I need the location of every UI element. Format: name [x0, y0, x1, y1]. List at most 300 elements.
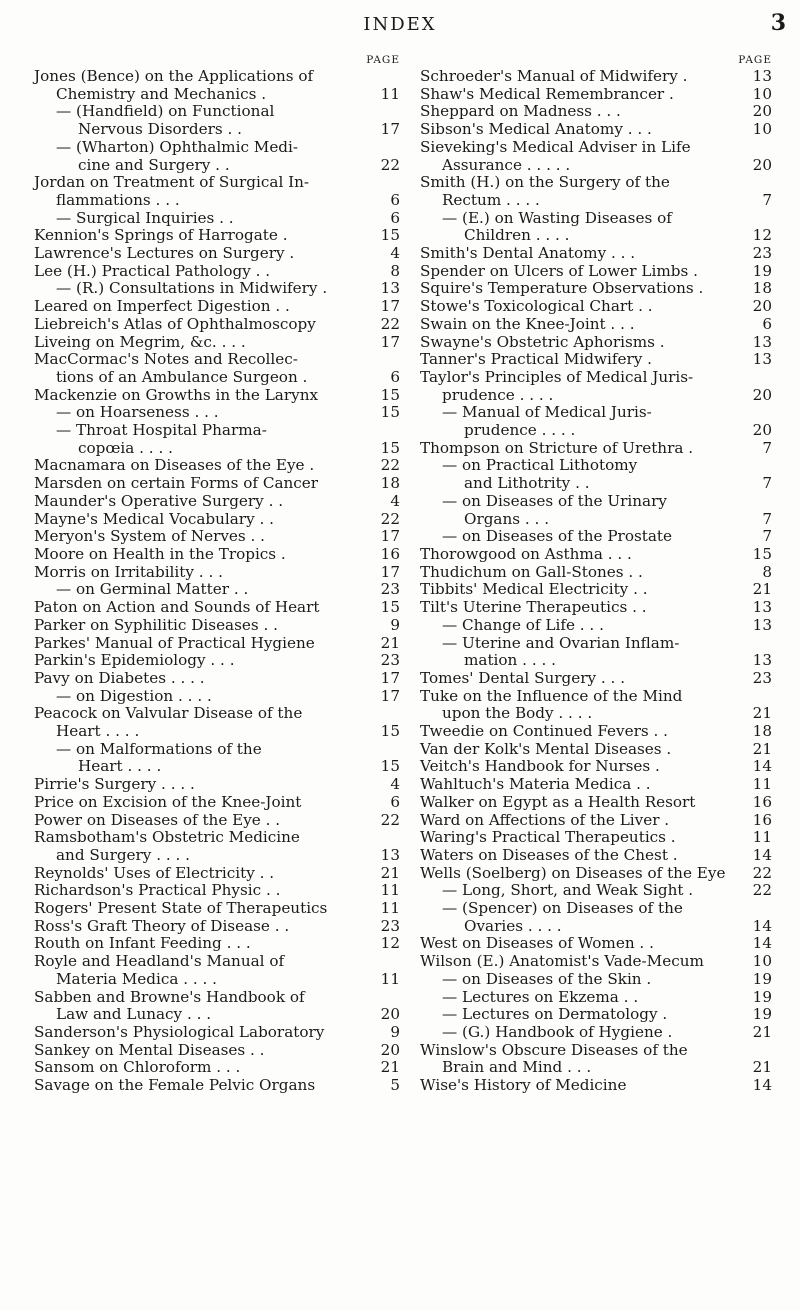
entry-page-number: 17 [380, 332, 400, 351]
entry-title-continued: Materia Medica . . . . [56, 969, 217, 988]
index-entry [34, 422, 400, 457]
index-entry [34, 1077, 400, 1095]
entry-title: Jones (Bence) on the Applications of [34, 67, 314, 85]
entry-title-continued: and Lithotrity . . [464, 474, 590, 493]
entry-page-number: 11 [380, 881, 400, 900]
index-entry [34, 1059, 400, 1077]
index-entry [420, 493, 772, 528]
index-entry [34, 245, 400, 263]
index-entry [34, 263, 400, 281]
entry-title-continued: Rectum . . . . [442, 190, 540, 209]
entry-title: Routh on Infant Feeding . . . [34, 934, 251, 953]
entry-title: Marsden on certain Forms of Cancer [34, 474, 319, 493]
index-entry [420, 298, 772, 316]
entry-page-number: 8 [390, 261, 400, 280]
entry-page-number: 17 [380, 562, 400, 581]
entry-title: — Surgical Inquiries . . [56, 208, 234, 227]
running-head [0, 10, 800, 40]
entry-title: Schroeder's Manual of Midwifery . [420, 67, 688, 85]
entry-title: Walker on Egypt as a Health Resort [420, 792, 696, 811]
entry-title: Smith (H.) on the Surgery of the [420, 173, 670, 192]
index-entry [34, 351, 400, 386]
entry-page-number: 21 [752, 704, 772, 723]
index-entry [34, 670, 400, 688]
index-entry [420, 103, 772, 121]
index-entry [34, 457, 400, 475]
entry-page-number: 6 [390, 367, 400, 386]
index-entry [34, 935, 400, 953]
entry-page-number: 9 [390, 1022, 400, 1041]
entry-title-continued: flammations . . . [56, 190, 180, 209]
entry-page-number: 11 [752, 775, 772, 794]
entry-page-number: 15 [380, 403, 400, 422]
index-entry [420, 794, 772, 812]
entry-title: MacCormac's Notes and Recollec- [34, 350, 298, 369]
entry-page-number: 13 [380, 279, 400, 298]
entry-page-number: 13 [380, 845, 400, 864]
index-column-right [420, 52, 772, 1095]
entry-title: Swain on the Knee-Joint . . . [420, 314, 635, 333]
entry-page-number: 22 [380, 509, 400, 528]
entry-page-number: 19 [752, 261, 772, 280]
entry-page-number: 21 [752, 1058, 772, 1077]
entry-title: Thompson on Stricture of Urethra . [420, 438, 694, 457]
entry-page-number: 20 [752, 297, 772, 316]
entry-page-number: 11 [380, 899, 400, 918]
entry-title: Winslow's Obscure Diseases of the [420, 1040, 688, 1059]
entry-title: Waring's Practical Therapeutics . [420, 828, 676, 847]
entry-page-number: 17 [380, 120, 400, 139]
entry-title: Veitch's Handbook for Nurses . [420, 757, 660, 776]
entry-page-number: 14 [752, 1076, 772, 1095]
entry-title: Tweedie on Continued Fevers . . [420, 722, 668, 741]
entry-title: — on Diseases of the Prostate [442, 527, 673, 546]
entry-page-number: 17 [380, 668, 400, 687]
entry-page-number: 11 [380, 969, 400, 988]
page-column-label: PAGE [738, 54, 772, 66]
entry-title: Wise's History of Medicine [420, 1076, 627, 1095]
index-entry [34, 227, 400, 245]
entry-page-number: 12 [380, 934, 400, 953]
index-entry [420, 174, 772, 209]
entry-page-number: 20 [380, 1005, 400, 1024]
index-entry [420, 865, 772, 883]
entry-page-number: 17 [380, 527, 400, 546]
entry-page-number: 21 [752, 580, 772, 599]
entry-title: Sanderson's Physiological Laboratory [34, 1022, 325, 1041]
entry-page-number: 20 [752, 102, 772, 121]
entry-title: Sansom on Chloroform . . . [34, 1058, 241, 1077]
entry-title: Stowe's Toxicological Chart . . [420, 297, 653, 316]
entry-title: — on Diseases of the Urinary [442, 491, 667, 510]
index-entry [34, 68, 400, 103]
entry-title: Jordan on Treatment of Surgical In- [34, 173, 310, 192]
entry-title-continued: Law and Lunacy . . . [56, 1005, 212, 1024]
index-entry [34, 139, 400, 174]
index-entry [34, 298, 400, 316]
entry-title: Wilson (E.) Anatomist's Vade-Mecum [420, 952, 704, 971]
index-entry [420, 882, 772, 900]
entry-page-number: 15 [380, 438, 400, 457]
page-number: 3 [770, 10, 786, 36]
page-column-label: PAGE [366, 54, 400, 66]
entry-page-number: 15 [380, 385, 400, 404]
entry-title: Mackenzie on Growths in the Larynx [34, 385, 319, 404]
entry-title-continued: Children . . . . [464, 226, 570, 245]
index-entry [420, 688, 772, 723]
index-entry [34, 493, 400, 511]
entry-title: — on Diseases of the Skin . [442, 969, 652, 988]
entry-page-number: 15 [380, 226, 400, 245]
entry-page-number: 4 [390, 244, 400, 263]
index-entry [34, 599, 400, 617]
index-entry [34, 918, 400, 936]
entry-page-number: 14 [752, 845, 772, 864]
entry-title: — (Wharton) Ophthalmic Medi- [56, 137, 299, 156]
index-entry [34, 546, 400, 564]
index-entry [420, 351, 772, 369]
entry-page-number: 22 [752, 881, 772, 900]
entry-page-number: 7 [762, 527, 772, 546]
entry-title-continued: mation . . . . [464, 651, 556, 670]
index-entry [420, 457, 772, 492]
index-entry [34, 1042, 400, 1060]
entry-page-number: 10 [752, 120, 772, 139]
index-entry [34, 528, 400, 546]
entry-page-number: 22 [380, 456, 400, 475]
entry-title: — Uterine and Ovarian Inflam- [442, 633, 680, 652]
index-entry [420, 139, 772, 174]
entry-title: Thudichum on Gall-Stones . . [420, 562, 643, 581]
index-entry [420, 263, 772, 281]
index-entry [34, 316, 400, 334]
entry-title: Shaw's Medical Remembrancer . [420, 84, 674, 103]
entry-title: — Long, Short, and Weak Sight . [442, 881, 694, 900]
entry-title: — Change of Life . . . [442, 615, 604, 634]
entry-page-number: 20 [752, 155, 772, 174]
entry-title: Spender on Ulcers of Lower Limbs . [420, 261, 698, 280]
entry-title: — Lectures on Dermatology . [442, 1005, 668, 1024]
entry-page-number: 13 [752, 598, 772, 617]
index-entry [420, 546, 772, 564]
entry-page-number: 14 [752, 916, 772, 935]
entry-page-number: 15 [752, 544, 772, 563]
index-entry [420, 953, 772, 971]
entry-page-number: 18 [752, 722, 772, 741]
index-entry [420, 900, 772, 935]
index-entry [34, 210, 400, 228]
entry-title: Sabben and Browne's Handbook of [34, 987, 305, 1006]
entry-title: Parkes' Manual of Practical Hygiene [34, 633, 315, 652]
index-entry [420, 670, 772, 688]
index-entry [34, 334, 400, 352]
entry-title: Meryon's System of Nerves . . [34, 527, 266, 546]
entry-title: Sankey on Mental Diseases . . [34, 1040, 265, 1059]
entry-title: — on Hoarseness . . . [56, 403, 219, 422]
entry-page-number: 6 [390, 190, 400, 209]
index-entry [420, 635, 772, 670]
entry-page-number: 10 [752, 952, 772, 971]
entry-page-number: 17 [380, 686, 400, 705]
entry-page-number: 20 [752, 421, 772, 440]
index-entry [420, 68, 772, 86]
entry-title: — on Practical Lithotomy [442, 456, 638, 475]
index-entry [34, 581, 400, 599]
index-entry [420, 989, 772, 1007]
index-entry [420, 847, 772, 865]
entry-page-number: 16 [752, 810, 772, 829]
entry-title: Tilt's Uterine Therapeutics . . [420, 598, 647, 617]
entry-title: Tibbits' Medical Electricity . . [420, 580, 648, 599]
entry-page-number: 22 [752, 863, 772, 882]
entry-title: Price on Excision of the Knee-Joint [34, 792, 302, 811]
index-entry [34, 617, 400, 635]
entry-page-number: 19 [752, 1005, 772, 1024]
index-entry [420, 1077, 772, 1095]
entry-page-number: 23 [380, 580, 400, 599]
index-entry [34, 1024, 400, 1042]
entry-title-continued: prudence . . . . [464, 421, 576, 440]
entry-page-number: 19 [752, 987, 772, 1006]
entry-title: Pavy on Diabetes . . . . [34, 668, 205, 687]
entry-title-continued: upon the Body . . . . [442, 704, 593, 723]
entry-title: Smith's Dental Anatomy . . . [420, 244, 636, 263]
index-entry [420, 121, 772, 139]
index-entry [34, 741, 400, 776]
entry-page-number: 21 [380, 863, 400, 882]
entry-page-number: 10 [752, 84, 772, 103]
entry-page-number: 16 [752, 792, 772, 811]
entry-page-number: 21 [752, 739, 772, 758]
page-title: INDEX [363, 14, 437, 35]
entry-title-continued: Assurance . . . . . [442, 155, 571, 174]
entry-title: Richardson's Practical Physic . . [34, 881, 281, 900]
index-entry [420, 564, 772, 582]
entry-page-number: 16 [380, 544, 400, 563]
entry-title: — Throat Hospital Pharma- [56, 421, 267, 440]
entry-page-number: 23 [380, 916, 400, 935]
entry-title: Lee (H.) Practical Pathology . . [34, 261, 271, 280]
index-entry [34, 705, 400, 740]
entry-title: Swayne's Obstetric Aphorisms . [420, 332, 665, 351]
entry-title: Sheppard on Madness . . . [420, 102, 621, 121]
entry-page-number: 14 [752, 757, 772, 776]
entry-title: Rogers' Present State of Therapeutics [34, 899, 328, 918]
index-entry [34, 776, 400, 794]
index-entry [420, 971, 772, 989]
entry-title: Wahltuch's Materia Medica . . [420, 775, 651, 794]
entry-title: Ramsbotham's Obstetric Medicine [34, 828, 300, 847]
entry-title-continued: Ovaries . . . . [464, 916, 562, 935]
entry-title: Macnamara on Diseases of the Eye . [34, 456, 315, 475]
entry-page-number: 15 [380, 722, 400, 741]
entry-title: Pirrie's Surgery . . . . [34, 775, 195, 794]
entry-page-number: 22 [380, 314, 400, 333]
entry-title-continued: copœia . . . . [78, 438, 173, 457]
entry-title: Van der Kolk's Mental Diseases . [420, 739, 672, 758]
entry-page-number: 23 [380, 651, 400, 670]
entry-page-number: 9 [390, 615, 400, 634]
entry-page-number: 13 [752, 651, 772, 670]
index-entry [34, 989, 400, 1024]
index-entry [34, 404, 400, 422]
index-entry [420, 86, 772, 104]
entry-title: Tuke on the Influence of the Mind [420, 686, 683, 705]
index-entry [34, 564, 400, 582]
entry-title: Lawrence's Lectures on Surgery . [34, 244, 295, 263]
entry-title: Peacock on Valvular Disease of the [34, 704, 303, 723]
entry-page-number: 19 [752, 969, 772, 988]
index-entry [420, 1006, 772, 1024]
index-entry [420, 1024, 772, 1042]
entry-title: Ross's Graft Theory of Disease . . [34, 916, 290, 935]
index-entry [34, 174, 400, 209]
entry-title: Parkin's Epidemiology . . . [34, 651, 235, 670]
index-entry [34, 511, 400, 529]
entry-page-number: 20 [380, 1040, 400, 1059]
index-entry [34, 953, 400, 988]
index-entry [34, 794, 400, 812]
index-entry [420, 758, 772, 776]
entry-title: — (E.) on Wasting Diseases of [442, 208, 672, 227]
index-entry [420, 245, 772, 263]
index-entry [420, 723, 772, 741]
entry-title: Tomes' Dental Surgery . . . [420, 668, 626, 687]
index-entry [420, 1042, 772, 1077]
entry-title: Moore on Health in the Tropics . [34, 544, 286, 563]
entry-title: Paton on Action and Sounds of Heart [34, 598, 320, 617]
index-entry [34, 652, 400, 670]
entry-title-continued: and Surgery . . . . [56, 845, 191, 864]
entry-page-number: 22 [380, 810, 400, 829]
entry-page-number: 23 [752, 244, 772, 263]
entry-title: Morris on Irritability . . . [34, 562, 223, 581]
entry-page-number: 13 [752, 67, 772, 85]
entry-title: Parker on Syphilitic Diseases . . [34, 615, 278, 634]
entry-page-number: 6 [762, 314, 772, 333]
entry-page-number: 22 [380, 155, 400, 174]
entry-page-number: 15 [380, 598, 400, 617]
entry-title: Tanner's Practical Midwifery . [420, 350, 652, 369]
entry-page-number: 13 [752, 350, 772, 369]
index-entry [34, 900, 400, 918]
entry-title: Waters on Diseases of the Chest . [420, 845, 678, 864]
index-entry [34, 865, 400, 883]
entry-title: Savage on the Female Pelvic Organs [34, 1076, 316, 1095]
entry-page-number: 7 [762, 190, 772, 209]
entry-title: — Manual of Medical Juris- [442, 403, 652, 422]
index-entry [420, 741, 772, 759]
entry-page-number: 5 [390, 1076, 400, 1095]
entry-page-number: 23 [752, 668, 772, 687]
index-entry [420, 404, 772, 439]
entry-title-continued: Organs . . . [464, 509, 550, 528]
entry-title: Ward on Affections of the Liver . [420, 810, 670, 829]
index-entry [420, 369, 772, 404]
index-entry [420, 440, 772, 458]
entry-title-continued: Nervous Disorders . . [78, 120, 242, 139]
index-column-left [34, 52, 400, 1095]
index-entry [420, 280, 772, 298]
index-entry [420, 581, 772, 599]
entry-page-number: 6 [390, 792, 400, 811]
entry-page-number: 4 [390, 775, 400, 794]
entry-title-continued: Heart . . . . [56, 722, 140, 741]
index-entry [34, 635, 400, 653]
entry-page-number: 15 [380, 757, 400, 776]
entry-title: Wells (Soelberg) on Diseases of the Eye [420, 863, 726, 882]
entry-title: Sieveking's Medical Adviser in Life [420, 137, 691, 156]
index-entry [420, 776, 772, 794]
index-entry [420, 210, 772, 245]
entry-title: — (R.) Consultations in Midwifery . [56, 279, 328, 298]
entry-title-continued: tions of an Ambulance Surgeon . [56, 367, 308, 386]
entry-page-number: 7 [762, 474, 772, 493]
entry-title: Kennion's Springs of Harrogate . [34, 226, 288, 245]
entry-title: Mayne's Medical Vocabulary . . [34, 509, 274, 528]
entry-title: Power on Diseases of the Eye . . [34, 810, 281, 829]
entry-title: Thorowgood on Asthma . . . [420, 544, 632, 563]
entry-title: Royle and Headland's Manual of [34, 952, 285, 971]
entry-title: — on Germinal Matter . . [56, 580, 249, 599]
entry-page-number: 7 [762, 509, 772, 528]
entry-title-continued: Chemistry and Mechanics . [56, 84, 267, 103]
entry-page-number: 21 [752, 1022, 772, 1041]
entry-page-number: 6 [390, 208, 400, 227]
index-entry [420, 935, 772, 953]
entry-title: — (Handfield) on Functional [56, 102, 275, 121]
index-entry [34, 688, 400, 706]
entry-title: Liebreich's Atlas of Ophthalmoscopy [34, 314, 316, 333]
entry-page-number: 13 [752, 615, 772, 634]
entry-page-number: 21 [380, 633, 400, 652]
entry-page-number: 7 [762, 438, 772, 457]
entry-page-number: 12 [752, 226, 772, 245]
entry-title: Maunder's Operative Surgery . . [34, 491, 284, 510]
entry-page-number: 20 [752, 385, 772, 404]
entry-page-number: 18 [380, 474, 400, 493]
index-entry [420, 599, 772, 617]
index-entry [420, 829, 772, 847]
entry-title: Liveing on Megrim, &c. . . . [34, 332, 246, 351]
index-entry [420, 528, 772, 546]
entry-title: Reynolds' Uses of Electricity . . [34, 863, 275, 882]
index-entry [34, 103, 400, 138]
entry-title: — on Digestion . . . . [56, 686, 212, 705]
entry-page-number: 4 [390, 491, 400, 510]
entry-title: — on Malformations of the [56, 739, 262, 758]
entry-title: Leared on Imperfect Digestion . . [34, 297, 290, 316]
index-entry [34, 280, 400, 298]
index-entry [420, 316, 772, 334]
entry-title: Squire's Temperature Observations . [420, 279, 704, 298]
entry-title: — (G.) Handbook of Hygiene . [442, 1022, 673, 1041]
entry-page-number: 11 [752, 828, 772, 847]
entry-page-number: 11 [380, 84, 400, 103]
index-entry [420, 617, 772, 635]
entry-page-number: 17 [380, 297, 400, 316]
entry-page-number: 18 [752, 279, 772, 298]
index-entry [34, 812, 400, 830]
entry-title-continued: Brain and Mind . . . [442, 1058, 592, 1077]
index-entry [34, 475, 400, 493]
entry-title-continued: cine and Surgery . . [78, 155, 230, 174]
index-entry [420, 334, 772, 352]
entry-page-number: 21 [380, 1058, 400, 1077]
entry-page-number: 14 [752, 934, 772, 953]
entry-title: Sibson's Medical Anatomy . . . [420, 120, 652, 139]
entry-title-continued: Heart . . . . [78, 757, 162, 776]
